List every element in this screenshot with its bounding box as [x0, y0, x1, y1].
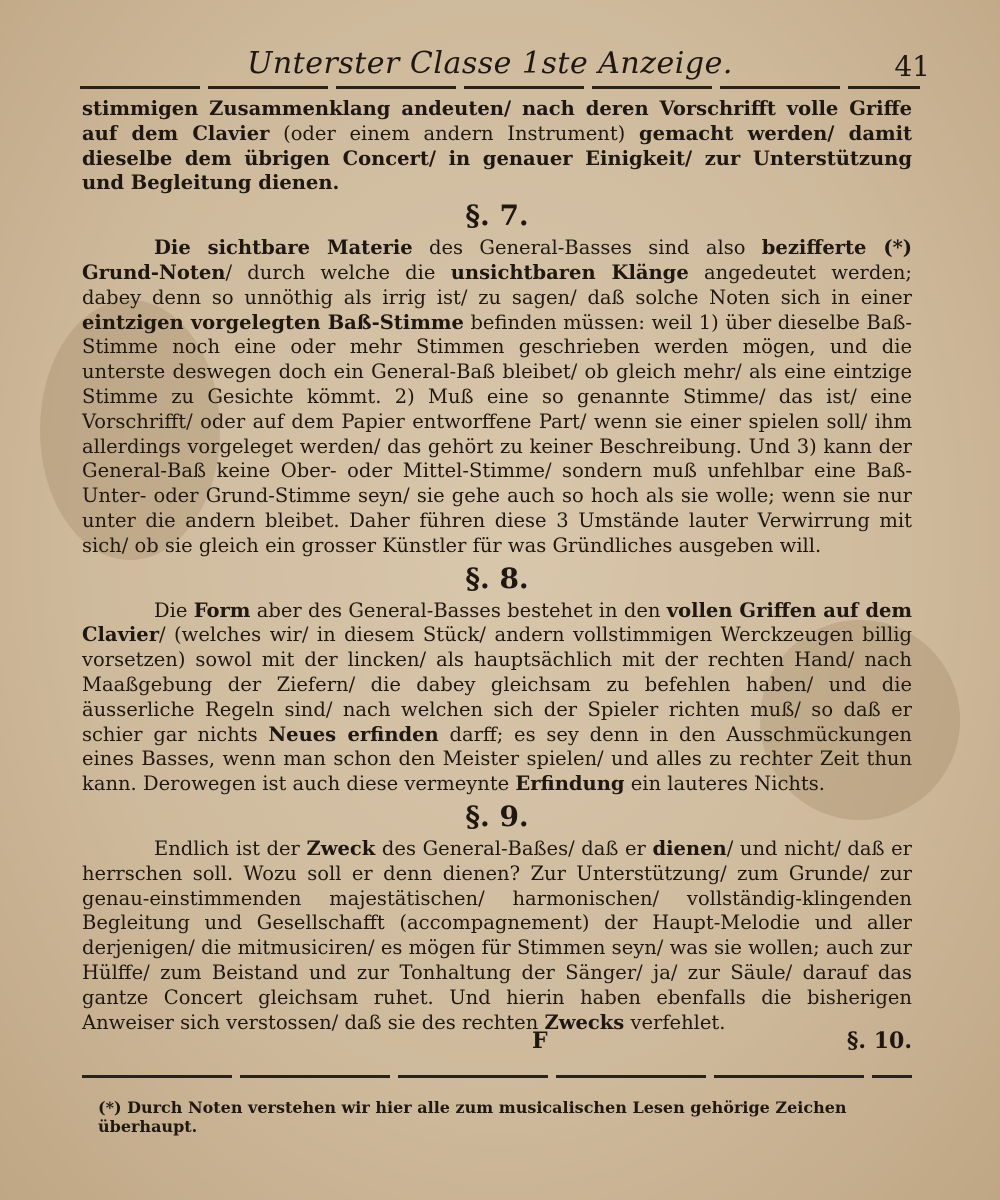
text-run: aber des General-Basses bestehet in den	[250, 598, 667, 622]
body-text	[82, 97, 912, 1035]
running-head: Unterster Classe 1ste Anzeige.	[247, 46, 733, 81]
text-run: / und nicht/ daß er herrschen soll. Wozu soll er denn dienen? Zur Unterstützung/ zum Grunde/ zur genau-einstimmenden majestätischen/ harmonischen/ vollständig-klingenden Begleitung und Gesellschafft (accompagnement) der Haupt-Melodie und aller derjenigen/ die mitmusiciren/ es mögen für Stimmen seyn/ was sie wollen; auch zur Hülffe/ zum Beistand und zur Tonhaltung der Sänger/ ja/ zur Säule/ darauf das gantze Concert gleichsam ruhet. Und hierin haben ebenfalls die bisherigen Anweiser sich verstossen/ daß sie des rechten	[82, 836, 912, 1034]
emphasis-text: unsichtbaren Klänge	[450, 260, 689, 284]
page-number: 41	[894, 50, 930, 83]
emphasis-text: vollen Griffen auf dem Clavier	[82, 598, 912, 647]
catchword: §. 10.	[846, 1028, 912, 1054]
text-run: verfehlet.	[624, 1010, 726, 1034]
page-header	[0, 40, 1000, 90]
section-heading: §. 7.	[465, 199, 529, 233]
paragraph	[82, 236, 912, 558]
header-rule	[80, 86, 920, 89]
text-run: / durch welche die	[225, 260, 451, 284]
emphasis-text: bezifferte (*) Grund-Noten	[82, 236, 912, 284]
section-heading: §. 8.	[465, 561, 529, 595]
emphasis-text: Neues erfinden	[268, 722, 439, 746]
emphasis-text: Zwecks	[544, 1010, 625, 1034]
text-run: / (welches wir/ in diesem Stück/ andern vollstimmigen Werckzeugen billig vorsetzen) sowol mit der lincken/ als hauptsächlich mit der rechten Hand/ nach Maaßgebung der Ziefern/ die dabey gleichsam zu befehlen haben/ und die äusserliche Regeln sind/ nach welchen sich der Spieler richten muß/ so daß er schier gar nichts	[82, 623, 912, 746]
text-run: des General-Baßes/ daß er	[375, 836, 653, 860]
text-run: befinden müssen: weil 1) über dieselbe Baß-Stimme noch eine oder mehr Stimmen geschrieben werden mögen, und die unterste deswegen doch ein General-Baß bleibet/ ob gleich mehr/ als eine eintzige Stimme zu Gesichte kömmt. 2) Muß eine so genannte Stimme/ das ist/ eine Vorschrifft/ oder auf dem Papier entworffene Part/ wenn sie einer spielen soll/ ihm allerdings vorgeleget werden/ das gehört zu keiner Beschreibung. Und 3) kann der General-Baß keine Ober- oder Mittel-Stimme/ sondern muß unfehlbar eine Baß- Unter- oder Grund-Stimme seyn/ sie gehe auch so hoch als sie wolle; wenn sie nur unter die andern bleibet. Daher führen diese 3 Umstände lauter Verwirrung mit sich/ ob sie gleich ein grosser Künstler für was Gründliches ausgeben will.	[82, 310, 912, 557]
text-run: ein lauteres Nichts.	[624, 772, 825, 796]
text-run: darff; es sey denn in den Ausschmückungen eines Basses, wenn man schon den Meister spielen/ und alles zu rechter Zeit thun kann. Derowegen ist auch diese vermeynte	[82, 722, 912, 796]
page-foot	[82, 1028, 912, 1058]
emphasis-text: Die sichtbare Materie	[154, 236, 413, 260]
emphasis-text: stimmigen Zusammenklang andeuten/ nach deren Vorschrifft volle Griffe auf dem Clavier	[82, 97, 912, 145]
text-run: angedeutet werden; dabey denn so unnöthig als irrig ist/ zu sagen/ daß solche Noten sich in einer	[82, 260, 912, 309]
paragraph	[82, 599, 912, 797]
footnote: (*) Durch Noten verstehen wir hier alle zum musicalischen Lesen gehörige Zeichen überhaupt.	[98, 1098, 847, 1136]
signature-mark: F	[532, 1028, 548, 1054]
text-run: des General-Basses sind also	[412, 236, 762, 260]
paragraph	[82, 97, 912, 196]
paragraph	[82, 837, 912, 1035]
emphasis-text: dienen	[652, 836, 727, 860]
text-run: Die	[154, 598, 194, 622]
emphasis-text: gemacht werden/ damit dieselbe dem übrigen Concert/ in genauer Einigkeit/ zur Unterstützung und Begleitung dienen.	[82, 121, 912, 195]
text-run: (oder einem andern Instrument)	[269, 121, 639, 145]
text-run: Endlich ist der	[154, 836, 307, 860]
emphasis-text: Erfindung	[515, 772, 625, 796]
emphasis-text: eintzigen vorgelegten Baß-Stimme	[82, 310, 464, 334]
footnote-rule	[82, 1075, 912, 1078]
emphasis-text: Form	[193, 598, 251, 622]
emphasis-text: Zweck	[306, 836, 376, 860]
section-heading: §. 9.	[465, 799, 529, 833]
